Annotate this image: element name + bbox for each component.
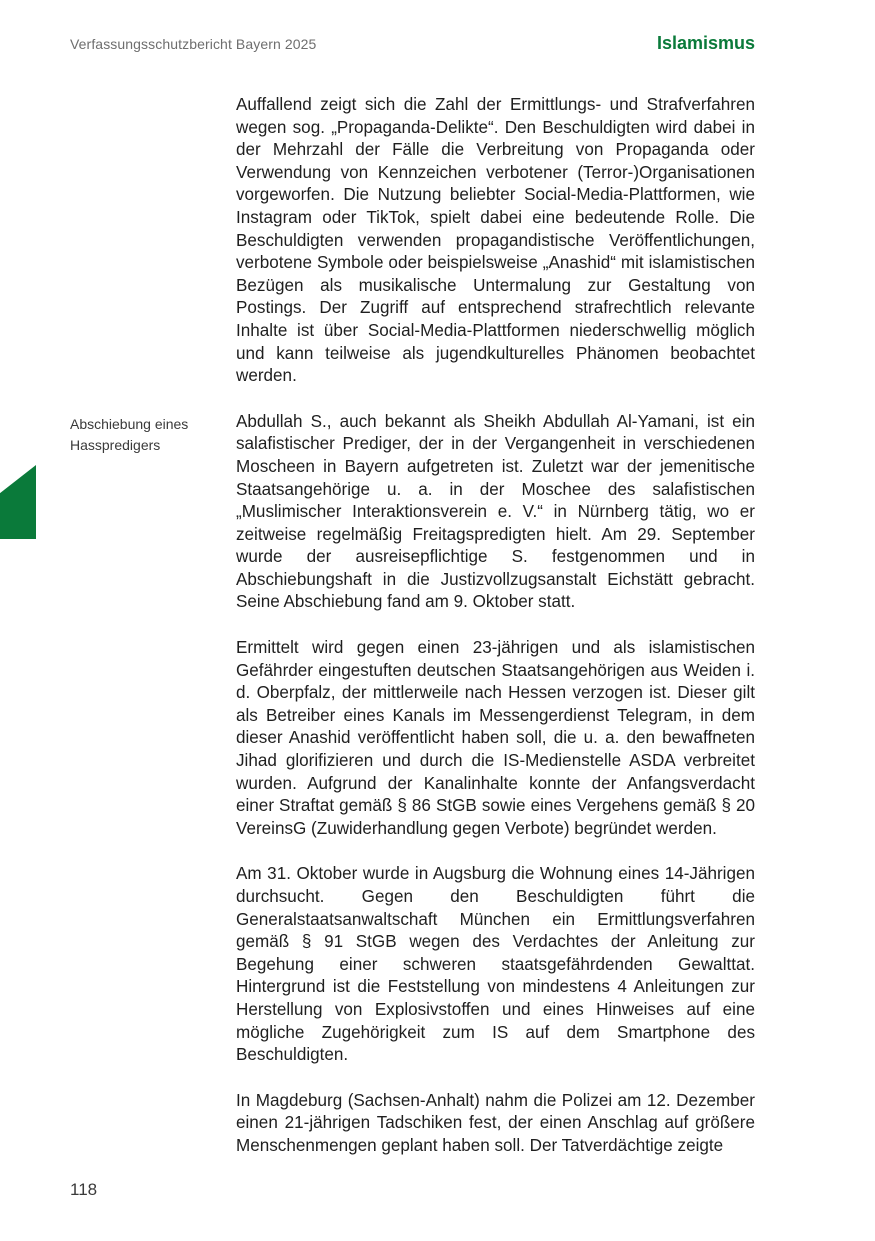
paragraph-magdeburg-arrest: In Magdeburg (Sachsen-Anhalt) nahm die Polizei am 12. Dezember einen 21-jährigen Tadschiken fest, der einen Anschlag auf größere Menschenmengen geplant haben soll. Der Tatverdächtige zeigte (236, 1090, 755, 1155)
paragraph-augsburg-search: Am 31. Oktober wurde in Augsburg die Wohnung eines 14-Jährigen durchsucht. Gegen den Beschuldigten führt die Generalstaatsanwaltschaft München ein Ermittlungsverfahren gemäß § 91 StGB wegen des Verdachtes der Anleitung zur Begehung einer schweren staatsgefährdenden Gewalttat. Hintergrund ist die Feststellung von mindestens 4 Anleitungen zur Herstellung von Explosivstoffen und eines Hinweises auf eine mögliche Zugehörigkeit zum IS auf dem Smartphone des Beschuldigten. (236, 864, 755, 1065)
margin-note: Abschiebung eines Hasspredigers (70, 416, 189, 453)
paragraph-deportation: Abdullah S., auch bekannt als Sheikh Abdullah Al-Yamani, ist ein salafistischer Prediger, der in der Vergangenheit in verschiedenen Moscheen in Bayern aufgetreten ist. Zuletzt war der jemenitische Staatsangehörige u. a. in der Moschee des salafistischen „Muslimischer Interaktionsverein e. V.“ in Nürnberg tätig, wo er zeitweise regelmäßig Freitagspredigten hielt. Am 29. September wurde der ausreisepflichtige S. festgenommen und in Abschiebungshaft in die Justizvollzugsanstalt Eichstätt gebracht. Seine Abschiebung fand am 9. Oktober statt. (236, 411, 755, 612)
body-text (236, 94, 755, 1158)
paragraph-telegram-investigation: Ermittelt wird gegen einen 23-jährigen und als islamistischen Gefährder eingestuften deutschen Staatsangehörigen aus Weiden i. d. Oberpfalz, der mittlerweile nach Hessen verzogen ist. Dieser gilt als Betreiber eines Kanals im Messengerdienst Telegram, in dem dieser Anashid veröffentlicht haben soll, die u. a. den bewaffneten Jihad glorifizieren und durch die IS-Medienstelle ASDA verbreitet wurden. Aufgrund der Kanalinhalte konnte der Anfangsverdacht einer Straftat gemäß § 86 StGB sowie eines Vergehens gemäß § 20 VereinsG (Zuwiderhandlung gegen Verbote) begründet werden. (236, 638, 755, 838)
paragraph-propaganda: Auffallend zeigt sich die Zahl der Ermittlungs- und Strafverfahren wegen sog. „Propaganda-Delikte“. Den Beschuldigten wird dabei in der Mehrzahl der Fälle die Verbreitung von Propaganda oder Verwendung von Kennzeichen verbotener (Terror-)Organisationen vorgeworfen. Die Nutzung beliebter Social-Media-Plattformen, wie Instagram oder TikTok, spielt dabei eine bedeutende Rolle. Die Beschuldigten verwenden propagandistische Veröffentlichungen, verbotene Symbole oder beispielsweise „Anashid“ mit islamistischen Bezügen als musikalische Untermalung zur Gestaltung von Postings. Der Zugriff auf entsprechend strafrechtlich relevante Inhalte ist über Social-Media-Plattformen niederschwellig möglich und kann teilweise als jugendkulturelles Phänomen beobachtet werden. (236, 95, 755, 386)
section-title: Islamismus (656, 33, 755, 53)
page-number: 118 (70, 1180, 98, 1199)
report-title: Verfassungsschutzbericht Bayern 2025 (70, 36, 317, 52)
section-marker-tab (0, 465, 36, 539)
